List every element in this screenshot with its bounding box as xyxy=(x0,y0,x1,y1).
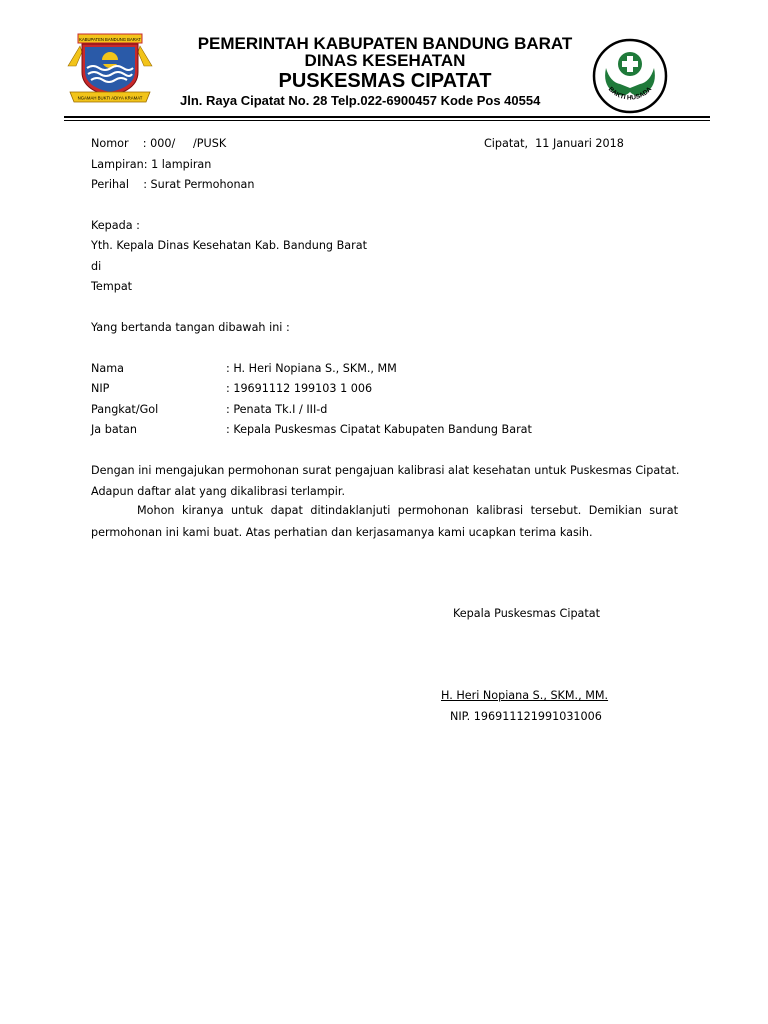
intro-text: Yang bertanda tangan dibawah ini : xyxy=(91,321,290,334)
emblem-text: BAKTI HUSADA xyxy=(606,85,654,102)
logo-banner-top-text: KABUPATEN BANDUNG BARAT xyxy=(79,37,141,42)
letterhead-rule-thick xyxy=(64,116,710,118)
recipient-di: di xyxy=(91,260,102,273)
letterhead-institution: PUSKESMAS CIPATAT xyxy=(278,70,492,92)
identity-value-jabatan: : Kepala Puskesmas Cipatat Kabupaten Bandung Barat xyxy=(226,423,532,436)
recipient-place: Tempat xyxy=(91,280,133,293)
signature-title: Kepala Puskesmas Cipatat xyxy=(453,607,601,620)
bandung-barat-coat-of-arms-icon xyxy=(66,32,154,106)
body-paragraph-2-line-2: permohonan ini kami buat. Atas perhatian dan kerjasamanya kami ucapkan terima kasih. xyxy=(91,526,593,539)
identity-label-jabatan: Ja batan xyxy=(91,423,138,436)
letter-subject: Perihal : Surat Permohonan xyxy=(91,178,255,191)
identity-label-nama: Nama xyxy=(91,362,124,375)
recipient-name: Yth. Kepala Dinas Kesehatan Kab. Bandung Barat xyxy=(91,239,367,252)
letterhead-government: PEMERINTAH KABUPATEN BANDUNG BARAT xyxy=(197,34,573,53)
identity-label-pangkat: Pangkat/Gol xyxy=(91,403,159,416)
letterhead-address: Jln. Raya Cipatat No. 28 Telp.022-6900457 Kode Pos 40554 xyxy=(180,93,541,108)
logo-banner-bottom-text: NGAMAH BUKTI ADIYA KRAMAT xyxy=(77,95,143,101)
identity-value-nip: : 19691112 199103 1 006 xyxy=(226,382,373,395)
signature-nip: NIP. 196911121991031006 xyxy=(450,710,602,723)
letterhead-rule-thin xyxy=(64,120,710,121)
letterhead-department: DINAS KESEHATAN xyxy=(304,51,466,70)
identity-label-nip: NIP xyxy=(91,382,110,395)
letter-attachment: Lampiran: 1 lampiran xyxy=(91,158,212,171)
identity-value-pangkat: : Penata Tk.I / III-d xyxy=(226,403,328,416)
body-paragraph-2-line-1: Mohon kiranya untuk dapat ditindaklanjuti permohonan kalibrasi tersebut. Demikian surat xyxy=(137,504,678,517)
signature-name: H. Heri Nopiana S., SKM., MM. xyxy=(441,689,609,702)
letter-number: Nomor : 000/ /PUSK xyxy=(91,137,227,150)
recipient-kepada: Kepada : xyxy=(91,219,140,232)
body-paragraph-1-line-2: Adapun daftar alat yang dikalibrasi terlampir. xyxy=(91,485,346,498)
letter-date: Cipatat, 11 Januari 2018 xyxy=(484,137,624,150)
body-paragraph-1-line-1: Dengan ini mengajukan permohonan surat pengajuan kalibrasi alat kesehatan untuk Puskesmas Cipatat. xyxy=(91,464,680,477)
identity-value-nama: : H. Heri Nopiana S., SKM., MM xyxy=(226,362,397,375)
